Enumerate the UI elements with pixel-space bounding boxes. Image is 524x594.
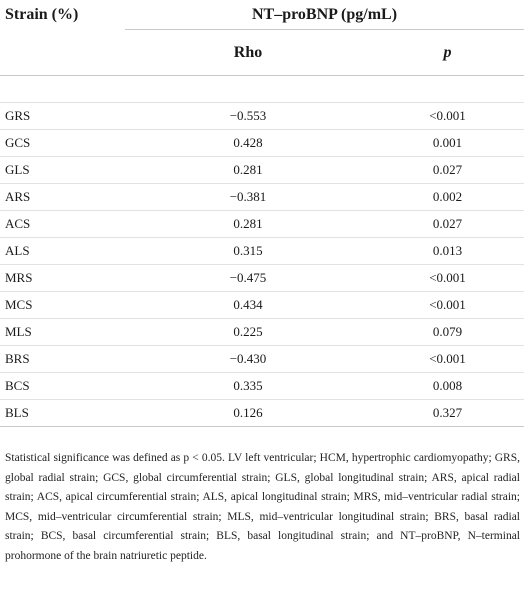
p-value-cell: 0.027 [432, 216, 463, 231]
rho-cell: 0.126 [233, 405, 263, 420]
strain-cell: MLS [5, 324, 32, 339]
rho-cell: 0.315 [233, 243, 263, 258]
table-footnote: Statistical significance was defined as p < 0.05. LV left ventricular; HCM, hypertrophic cardiomyopathy; GRS, global radial strain; GCS, global circumferential strain; GLS, global longitudinal strain; ARS, apical radial strain; ACS, apical circumferential strain; ALS, apical longitudinal strain; MRS, mid–ventricular radial strain; MCS, mid–ventricular circumferential strain; MLS, mid–ventricular longitudinal strain; BRS, basal radial strain; BCS, basal circumferential strain; BLS, basal longitudinal strain; and NT–proBNP, N–terminal prohormone of the brain natriuretic peptide. [5, 452, 520, 562]
rho-cell: −0.553 [229, 108, 267, 123]
table-header [0, 0, 524, 76]
strain-cell: GCS [5, 135, 31, 150]
nt-probnp-group-header: NT–proBNP (pg/mL) [125, 0, 524, 30]
rho-cell: 0.281 [233, 216, 263, 231]
rho-cell: −0.381 [229, 189, 267, 204]
table-row [0, 157, 524, 184]
table-row [0, 373, 524, 400]
strain-cell: BCS [5, 378, 30, 393]
p-value-cell: 0.027 [432, 162, 463, 177]
strain-cell: BLS [5, 405, 29, 420]
rho-column-header: Rho [233, 43, 263, 61]
p-value-cell: 0.002 [432, 189, 463, 204]
p-value-column-header: p [443, 43, 452, 61]
table-row [0, 319, 524, 346]
table-row [0, 103, 524, 130]
strain-cell: GRS [5, 108, 31, 123]
strain-cell: ALS [5, 243, 30, 258]
table-row [0, 130, 524, 157]
rho-cell: 0.434 [233, 297, 263, 312]
strain-cell: ACS [5, 216, 31, 231]
strain-cell: MRS [5, 270, 33, 285]
rho-cell: −0.475 [229, 270, 267, 285]
table-row [0, 211, 524, 238]
rho-cell: 0.281 [233, 162, 263, 177]
table-body [0, 76, 524, 427]
p-value-cell: 0.327 [432, 405, 463, 420]
table-row [0, 238, 524, 265]
strain-cell: ARS [5, 189, 31, 204]
p-value-cell: 0.001 [432, 135, 463, 150]
p-value-cell: <0.001 [429, 297, 466, 312]
rho-cell: −0.430 [229, 351, 267, 366]
strain-subheader-empty [0, 30, 125, 76]
table-row [0, 400, 524, 427]
rho-cell: 0.335 [233, 378, 263, 393]
p-value-cell: <0.001 [429, 351, 466, 366]
p-value-cell: <0.001 [429, 270, 466, 285]
strain-cell: BRS [5, 351, 30, 366]
p-value-cell: 0.013 [432, 243, 463, 258]
p-value-cell: 0.008 [432, 378, 463, 393]
table-row [0, 184, 524, 211]
rho-cell: 0.428 [233, 135, 263, 150]
strain-cell: MCS [5, 297, 33, 312]
table-row [0, 265, 524, 292]
p-value-cell: 0.079 [432, 324, 463, 339]
rho-cell: 0.225 [233, 324, 263, 339]
spacer-row [0, 76, 524, 103]
table-row [0, 292, 524, 319]
p-value-cell: <0.001 [429, 108, 466, 123]
strain-cell: GLS [5, 162, 30, 177]
strain-column-header: Strain (%) [5, 5, 79, 23]
table-row [0, 346, 524, 373]
